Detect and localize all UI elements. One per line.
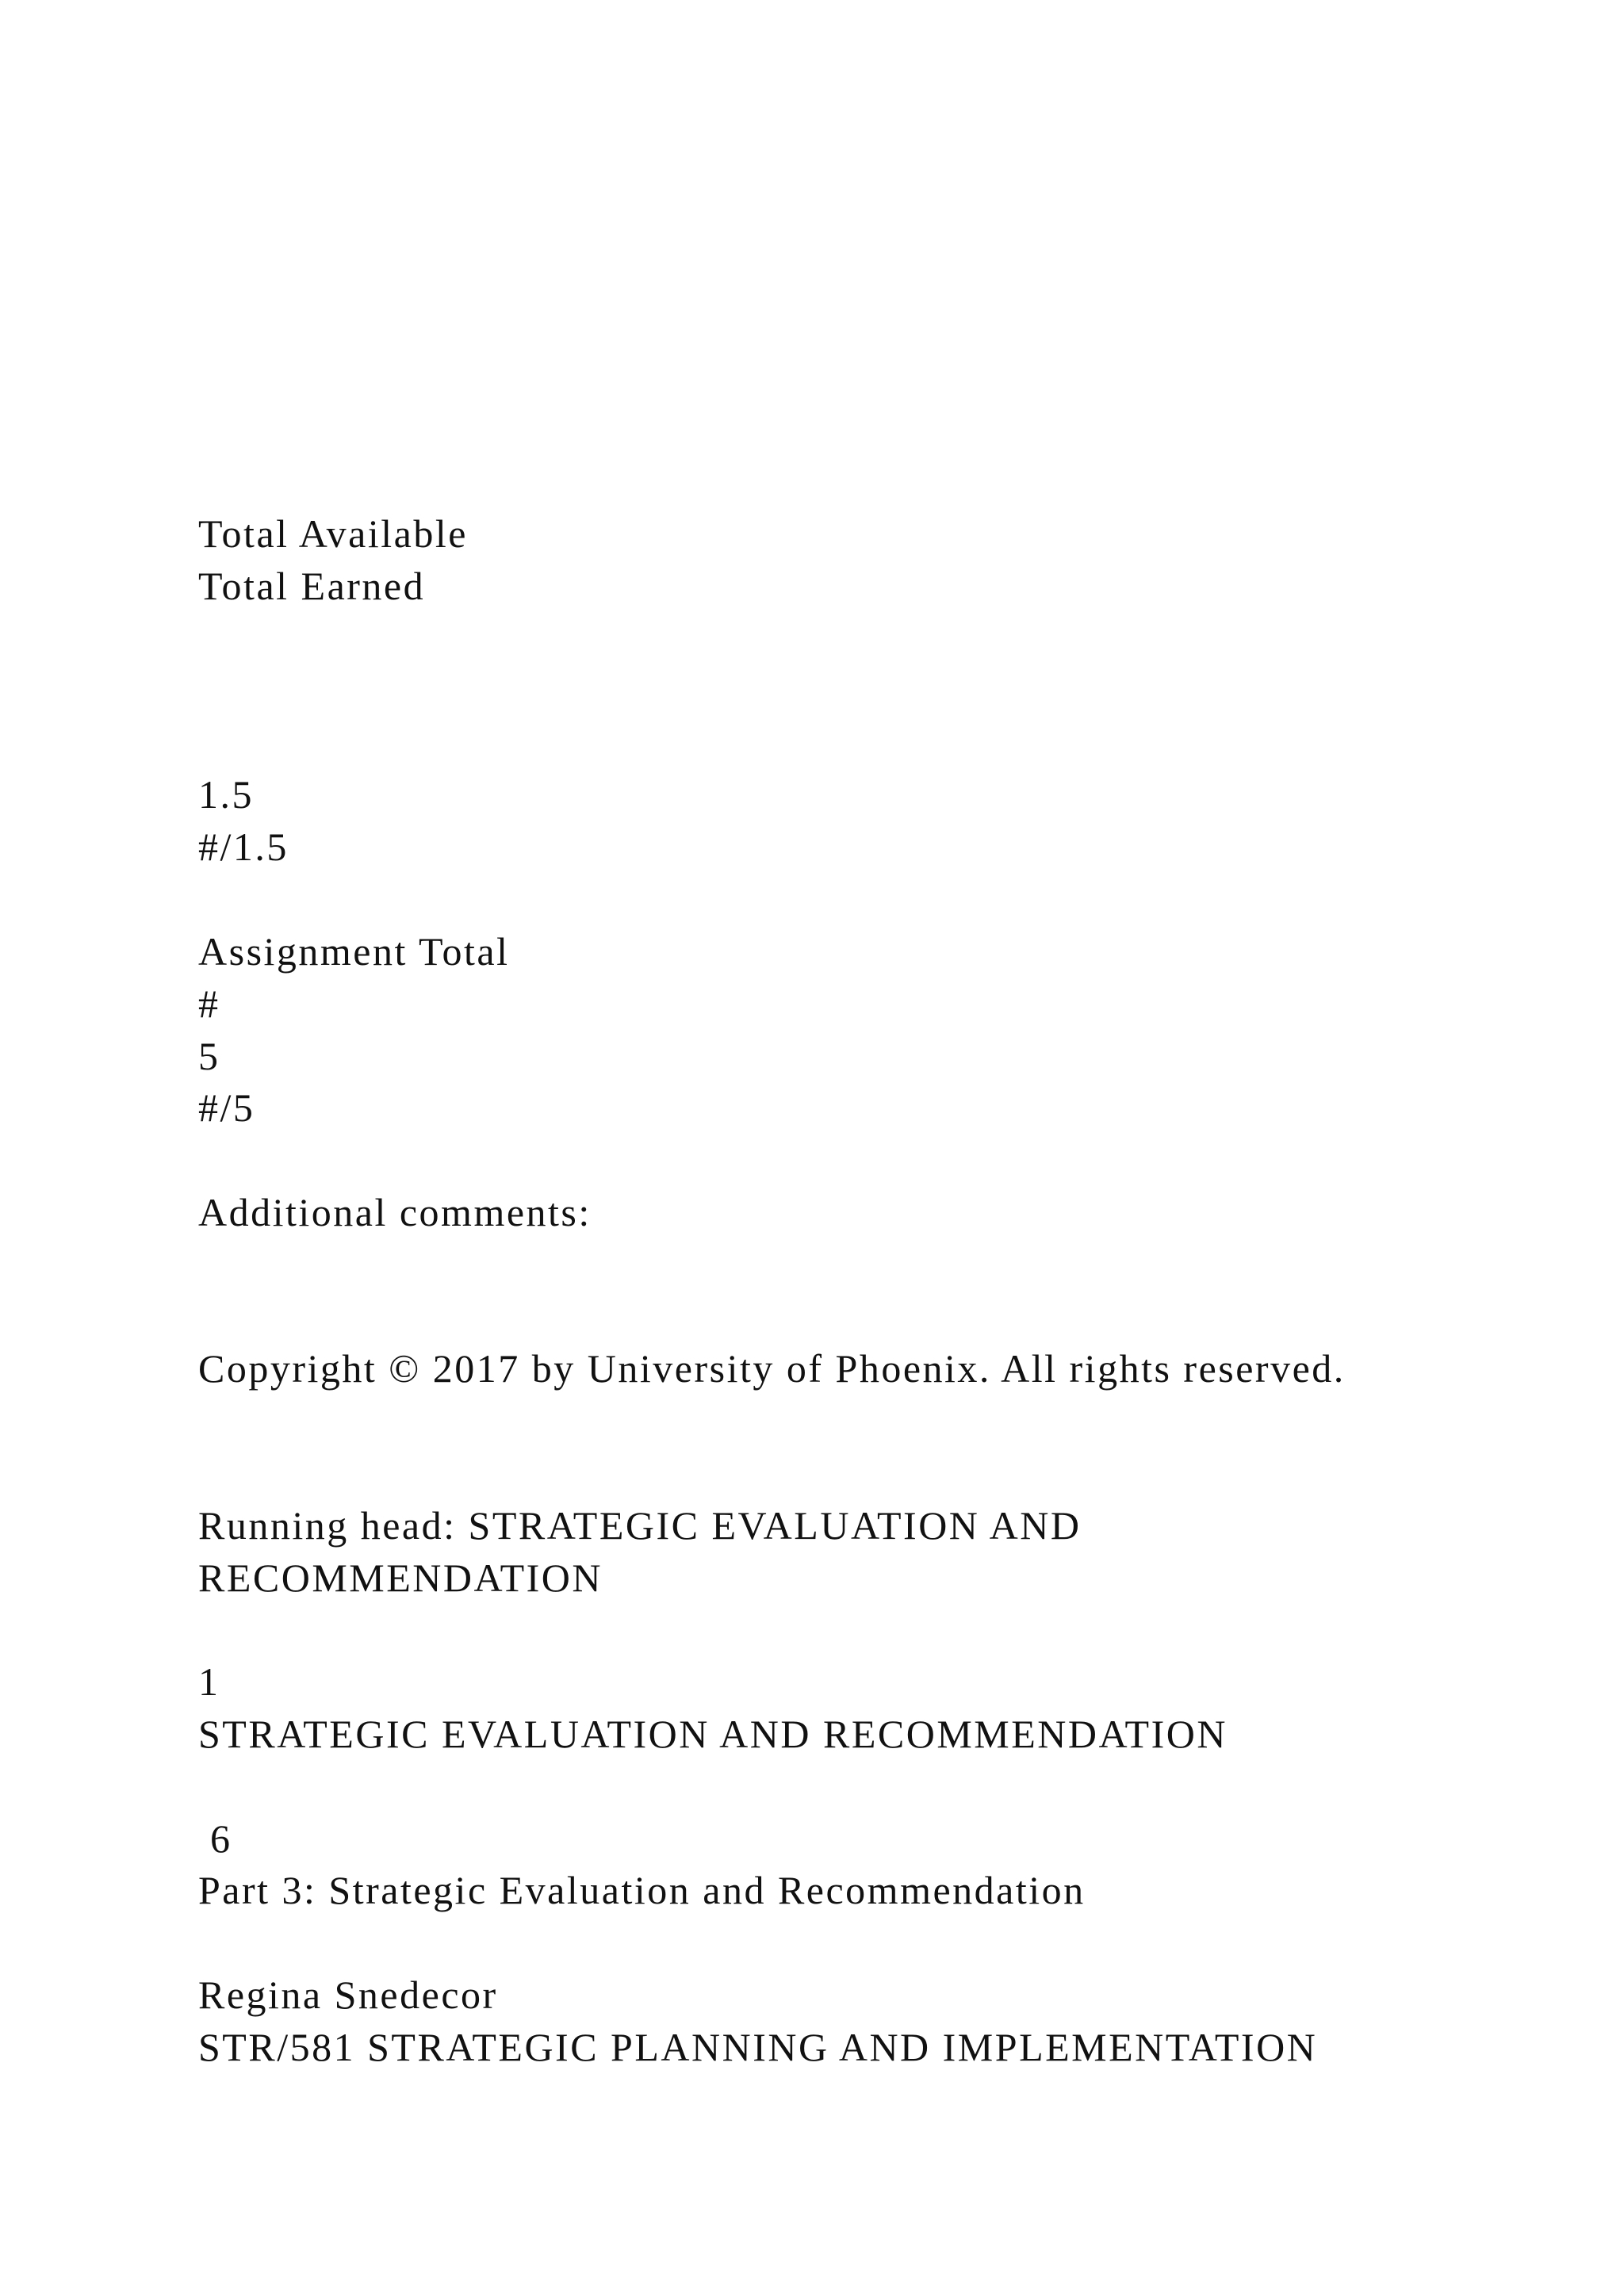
section-score: #/1.5: [198, 825, 289, 869]
assignment-earned: #: [198, 982, 220, 1026]
total-earned-label: Total Earned: [198, 564, 426, 608]
course-name: STR/581 STRATEGIC PLANNING AND IMPLEMENTATION: [198, 2025, 1318, 2069]
assignment-points: 5: [198, 1034, 220, 1078]
running-head-line-2: RECOMMENDATION: [198, 1556, 603, 1600]
page-number-first: 1: [198, 1659, 220, 1704]
paper-title: Part 3: Strategic Evaluation and Recommendation: [198, 1868, 1086, 1912]
section-points: 1.5: [198, 772, 254, 817]
author-name: Regina Snedecor: [198, 1973, 498, 2017]
page-number-second: 6: [198, 1816, 232, 1861]
assignment-total-label: Assignment Total: [198, 929, 510, 974]
running-head-line-1: Running head: STRATEGIC EVALUATION AND: [198, 1503, 1082, 1548]
header-title: STRATEGIC EVALUATION AND RECOMMENDATION: [198, 1712, 1228, 1756]
copyright-notice: Copyright © 2017 by University of Phoenix. All rights reserved.: [198, 1346, 1346, 1391]
additional-comments-label: Additional comments:: [198, 1190, 592, 1234]
assignment-score: #/5: [198, 1085, 255, 1130]
total-available-label: Total Available: [198, 511, 468, 556]
